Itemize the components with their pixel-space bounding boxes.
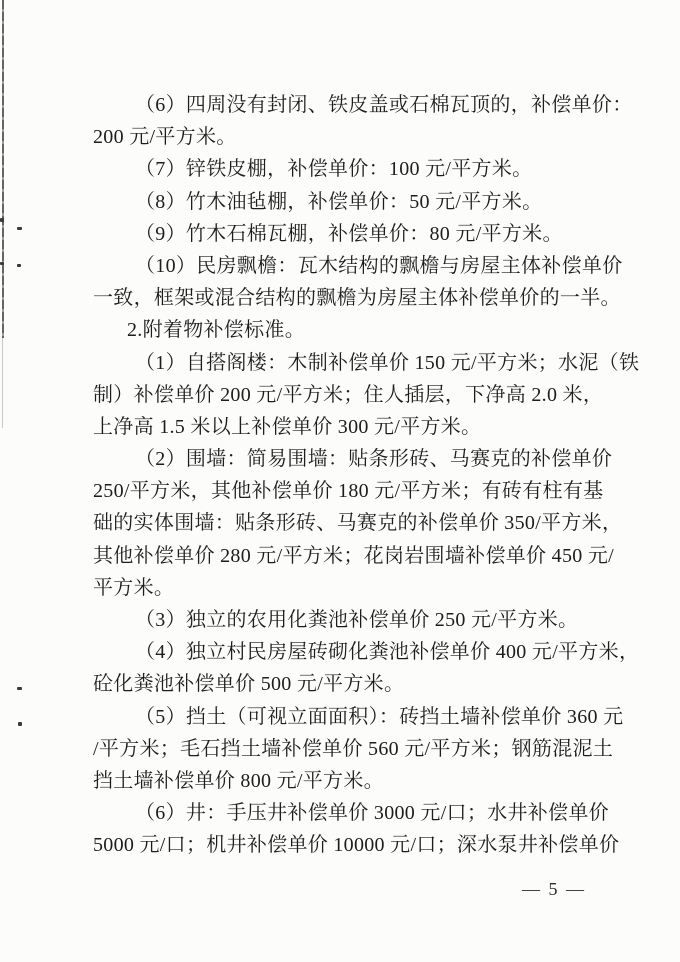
paragraph-line: （7）锌铁皮棚，补偿单价：100 元/平方米。 xyxy=(135,158,533,181)
text-line: 上净高 1.5 米以上补偿单价 300 元/平方米。 xyxy=(93,415,482,438)
text-line: 一致，框架或混合结构的飘檐为房屋主体补偿单价的一半。 xyxy=(93,287,621,310)
section-heading-line: 2.附着物补偿标准。 xyxy=(127,319,305,342)
text-line: 础的实体围墙：贴条形砖、马赛克的补偿单价 350/平方米， xyxy=(93,512,623,535)
text-line: 200 元/平方米。 xyxy=(93,126,237,149)
scan-speck xyxy=(0,262,4,265)
text-line: 平方米。 xyxy=(93,576,175,599)
text-line: 挡土墙补偿单价 800 元/平方米。 xyxy=(93,769,384,792)
paragraph-line: （6）井：手压井补偿单价 3000 元/口；水井补偿单价 xyxy=(135,802,609,825)
scan-speck xyxy=(17,687,22,690)
paragraph-line: （9）竹木石棉瓦棚，补偿单价：80 元/平方米。 xyxy=(135,222,563,245)
text-line: 5000 元/口；机井补偿单价 10000 元/口；深水泵井补偿单价 xyxy=(93,834,620,857)
scan-speck xyxy=(17,264,21,267)
page-number: — 5 — xyxy=(522,879,586,899)
text-line: 制）补偿单价 200 元/平方米；住人插层，下净高 2.0 米， xyxy=(93,383,604,406)
text-line: 其他补偿单价 280 元/平方米；花岗岩围墙补偿单价 450 元/ xyxy=(93,544,615,567)
text-line: /平方米；毛石挡土墙补偿单价 560 元/平方米；钢筋混泥土 xyxy=(93,737,614,760)
paragraph-line: （1）自搭阁楼：木制补偿单价 150 元/平方米；水泥（铁 xyxy=(135,351,640,374)
scan-speck xyxy=(18,722,22,726)
paragraph-line: （10）民房飘檐：瓦木结构的飘檐与房屋主体补偿单价 xyxy=(135,254,623,277)
paragraph-line: （5）挡土（可视立面面积）：砖挡土墙补偿单价 360 元 xyxy=(135,705,624,728)
scan-speck xyxy=(0,218,4,222)
paragraph-line: （3）独立的农用化粪池补偿单价 250 元/平方米。 xyxy=(135,609,579,631)
paragraph-line: （2）围墙：简易围墙：贴条形砖、马赛克的补偿单价 xyxy=(135,448,613,471)
text-line: 砼化粪池补偿单价 500 元/平方米。 xyxy=(93,673,405,696)
paragraph-line: （8）竹木油毡棚，补偿单价：50 元/平方米。 xyxy=(135,190,543,213)
scan-edge-artifact xyxy=(2,0,4,338)
text-line: 250/平方米，其他补偿单价 180 元/平方米；有砖有柱有基 xyxy=(93,480,604,503)
document-body xyxy=(93,89,640,862)
scan-speck xyxy=(17,227,22,230)
scan-edge-artifact-faint xyxy=(2,338,3,428)
paragraph-line: （6）四周没有封闭、铁皮盖或石棉瓦顶的，补偿单价： xyxy=(135,94,633,116)
paragraph-line: （4）独立村民房屋砖砌化粪池补偿单价 400 元/平方米， xyxy=(135,641,640,664)
